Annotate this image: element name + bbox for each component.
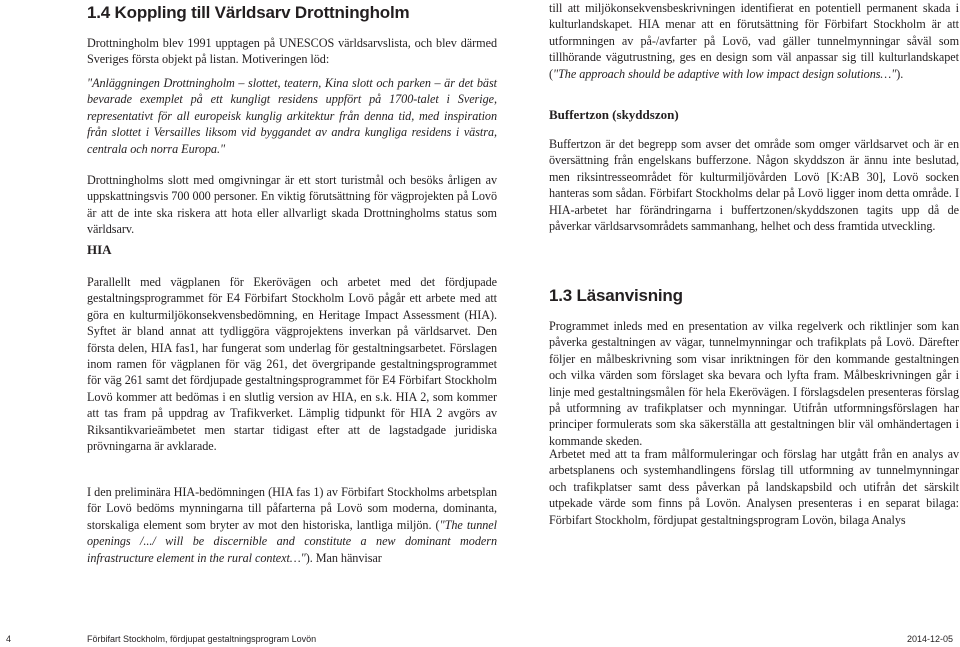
intro-paragraph: Drottningholm blev 1991 upptagen på UNESCOS världsarvslista, och blev därmed Sveriges första objekt på listan. Motiveringen löd: [87,36,497,67]
hia-paragraph: Parallellt med vägplanen för Ekerövägen och arbetet med det fördjupade gestaltningsprogrammet för E4 Förbifart Stockholm Lovö pågår ett arbete med att göra en kulturmiljökonsekvensbedömning, en Heritage Impact Assessment (HIA). Syftet är bland annat att tydliggöra vägprojektens inverkan på världsarvet. Den första delen, HIA fas1, har fungerat som underlag för gestaltningsarbetet. Förslagen inom ramen för vägplanen för väg 261, det övergripande gestaltningsprogrammet för väg 261 samt det fördjupade gestaltningsprogrammet för E4 Förbifart Stockholm Lovö kommer att bedömas i en slutlig version av HIA, en s.k. HIA 2, som kommer att tas fram på uppdrag av Trafikverket. Lämplig tidpunkt för HIA 2 avgörs av Riksantikvarieämbetet men startar tidigast efter att de lagstadgade juridiska prövningarna är avklarade. [87,275,497,454]
hia-heading: HIA [87,242,112,257]
tourism-paragraph: Drottningholms slott med omgivningar är ett stort turistmål och besöks årligen av uppskattningsvis 700 000 personer. En viktig förutsättning för vägprojekten på Lovö är att de inte ska riskera att hota eller allvarligt skada Drottningholms status som världsarv. [87,173,497,237]
section-heading-lasanvisning: 1.3 Läsanvisning [549,286,683,305]
buffer-zone-paragraph: Buffertzon är det begrepp som avser det område som omger världsarvet och är en översättning från engelskans bufferzone. Någon skyddszon är ännu inte beslutad, men riksintresseområdet för kulturmiljövården Lovö [K:AB 30], Lovö socken hanteras som sådan. Förbifart Stockholms delar på Lovö ligger inom detta område. I HIA-arbetet har förändringarna i buffertzonen/skyddszonen tagits upp då de påverkar världsarvsområdets sammanhang, helhet och dess framtida utveckling. [549,137,959,234]
unesco-quote: "Anläggningen Drottningholm – slottet, teatern, Kina slott och parken – är det bäst bevarade exemplet på ett kungligt residens uppfört på 1700-talet i Sverige, representativt för all europeisk kunglig arkitektur från denna tid, med inspiration från slottet i Versailles liksom vid byggandet av andra kungliga residens i västra, centrala och norra Europa." [87,76,497,156]
section-heading-koppling: 1.4 Koppling till Världsarv Drottningholm [87,3,410,22]
footer-date: 2014-12-05 [906,634,953,644]
footer-title: Förbifart Stockholm, fördjupat gestaltningsprogram Lovön [87,634,317,644]
reading-guide-paragraph-2: Arbetet med att ta fram målformuleringar och förslag har utgått från en analys av arbetsplanens och systemhandlingens förslag till utformning av tunnelmynningar och trafikplatser samt dess påverkan på landskapsbild och utifrån det särskilt utpekade värde som finns på Lovön. Analysen presenteras i en separat bilaga: Förbifart Stockholm, fördjupat gestaltningsprogram Lovön, bilaga Analys [549,447,959,527]
reading-guide-paragraph-1: Programmet inleds med en presentation av vilka regelverk och riktlinjer som kan påverka gestaltningen av vägar, tunnelmynningar och trafikplats på Lovö. Därefter följer en målbeskrivning som visar inriktningen för den kommande gestaltningen och vilka värden som förslaget ska bevara och lyfta fram. Målbeskrivningen går i linje med gestaltningsmålen för hela Ekerövägen. I förslagsdelen presenteras förslag på utformning av trafikplatser och mynningar. Utifrån utformningsförslagen har principer formulerats som ska säkerställa att gestaltningen blir väl omhändertagen i kommande skeden. [549,319,959,448]
continued-paragraph: till att miljökonsekvensbeskrivningen identifierat en potentiell permanent skada i kulturlandskapet. HIA menar att en förutsättning för Förbifart Stockholm är att utformningen av på-/avfarter på Lovö, vad gäller tunnelmynningar såväl som tillhörande vägutrustning, ges en design som väl anpassar sig till kulturlandskapet ("The approach should be adaptive with low impact design solutions…"). [549,1,959,81]
preliminary-hia-paragraph: I den preliminära HIA-bedömningen (HIA fas 1) av Förbifart Stockholms arbetsplan för Lovö bedöms mynningarna till påfarterna på Lovö som moderna, dominanta, storskaliga element som bryter av mot den historiska, lantliga miljön. ("The tunnel openings /.../ will be discernible and constitute a new dominant modern infrastructure element in the rural context…"). Man hänvisar [87,485,497,565]
page-number: 4 [6,634,12,644]
buffer-zone-heading: Buffertzon (skyddszon) [549,107,679,122]
